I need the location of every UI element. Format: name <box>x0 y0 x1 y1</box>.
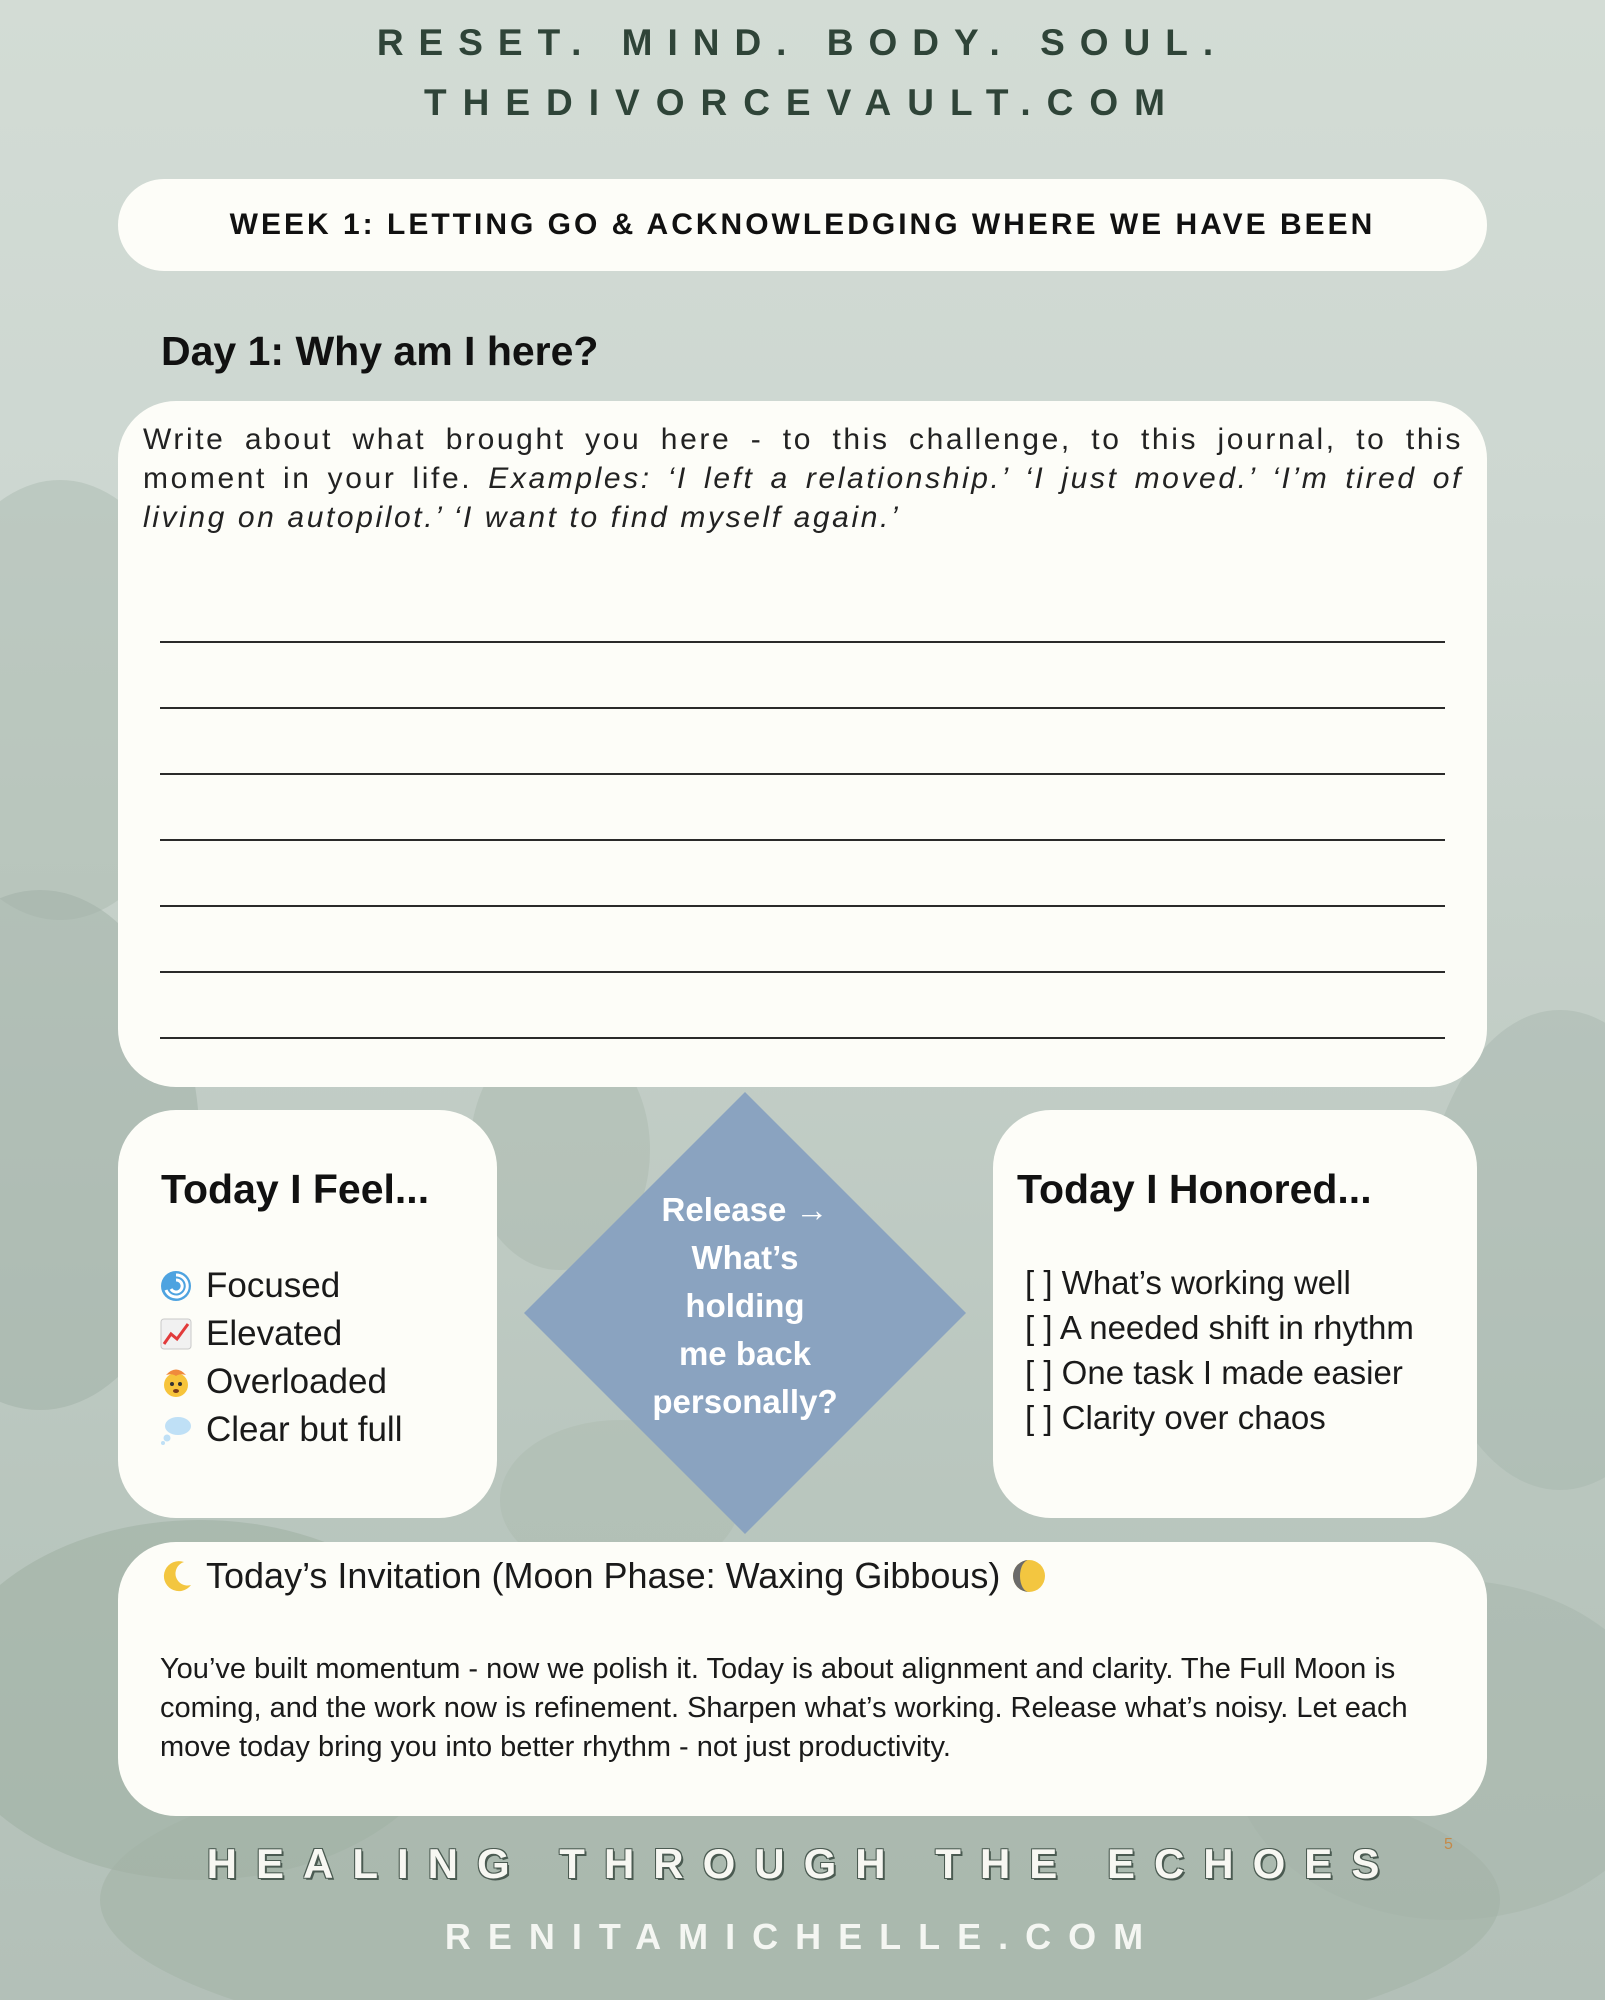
feel-option[interactable] <box>160 1362 387 1402</box>
feel-label: Clear but full <box>206 1410 403 1449</box>
writing-line[interactable] <box>160 1037 1445 1039</box>
prompt-examples: Examples: ‘I left a relationship.’ ‘I just moved.’ ‘I’m tired of living on autopilot.’ ‘I want to find myself again.’ <box>143 462 1464 534</box>
feel-label: Focused <box>206 1266 341 1305</box>
writing-line[interactable] <box>160 707 1445 709</box>
writing-line[interactable] <box>160 641 1445 643</box>
week-banner: WEEK 1: LETTING GO & ACKNOWLEDGING WHERE WE HAVE BEEN <box>118 179 1487 271</box>
day-title: Day 1: Why am I here? <box>161 328 599 374</box>
feel-label: Elevated <box>206 1314 343 1353</box>
writing-line[interactable] <box>160 839 1445 841</box>
waxing-gibbous-moon-icon <box>1012 1559 1046 1593</box>
invitation-body: You’ve built momentum - now we polish it. Today is about alignment and clarity. The Full Moon is coming, and the work now is refinement. Sharpen what’s working. Release what’s noisy. Let each move today bring you into better rhythm - not just productivity. <box>160 1653 1408 1763</box>
honored-checkbox-item[interactable]: [ ] Clarity over chaos <box>1025 1399 1326 1436</box>
thought-balloon-icon <box>160 1414 192 1446</box>
journal-prompt <box>143 420 1463 537</box>
honored-checkbox-item[interactable]: [ ] A needed shift in rhythm <box>1025 1309 1414 1346</box>
exploding-head-icon <box>160 1366 192 1398</box>
prompt-intro: Write about what brought you here - to this challenge, to this journal, to this moment in your life. <box>143 423 1463 495</box>
writing-line[interactable] <box>160 971 1445 973</box>
cyclone-icon <box>160 1270 192 1302</box>
diamond-line: personally? <box>652 1383 838 1420</box>
invitation-title <box>160 1555 1046 1597</box>
crescent-moon-icon <box>160 1559 194 1593</box>
footer-website: RENITAMICHELLE.COM <box>444 1916 1161 1957</box>
feel-option[interactable] <box>160 1314 342 1354</box>
invitation-title-text: Today’s Invitation (Moon Phase: Waxing Gibbous) <box>206 1555 1001 1596</box>
writing-line[interactable] <box>160 773 1445 775</box>
honored-checkbox-item[interactable]: [ ] What’s working well <box>1025 1264 1351 1301</box>
honored-checkbox-item[interactable]: [ ] One task I made easier <box>1025 1354 1403 1391</box>
feel-option[interactable] <box>160 1266 340 1306</box>
chart-increasing-icon <box>160 1318 192 1350</box>
diamond-line: Release → <box>661 1191 829 1228</box>
header-website: THEDIVORCEVAULT.COM <box>424 82 1181 123</box>
diamond-line: holding <box>685 1287 805 1324</box>
page-number: 5 <box>1444 1836 1453 1853</box>
writing-line[interactable] <box>160 905 1445 907</box>
header-tagline: RESET. MIND. BODY. SOUL. <box>376 22 1229 63</box>
release-prompt <box>610 1186 880 1426</box>
honored-title: Today I Honored... <box>1017 1166 1372 1212</box>
feel-title: Today I Feel... <box>161 1166 430 1212</box>
footer-brand: HEALING THROUGH THE ECHOES <box>206 1840 1399 1887</box>
feel-option[interactable] <box>160 1410 402 1450</box>
diamond-line: me back <box>678 1335 812 1372</box>
diamond-line: What’s <box>691 1239 799 1276</box>
feel-label: Overloaded <box>206 1362 387 1401</box>
